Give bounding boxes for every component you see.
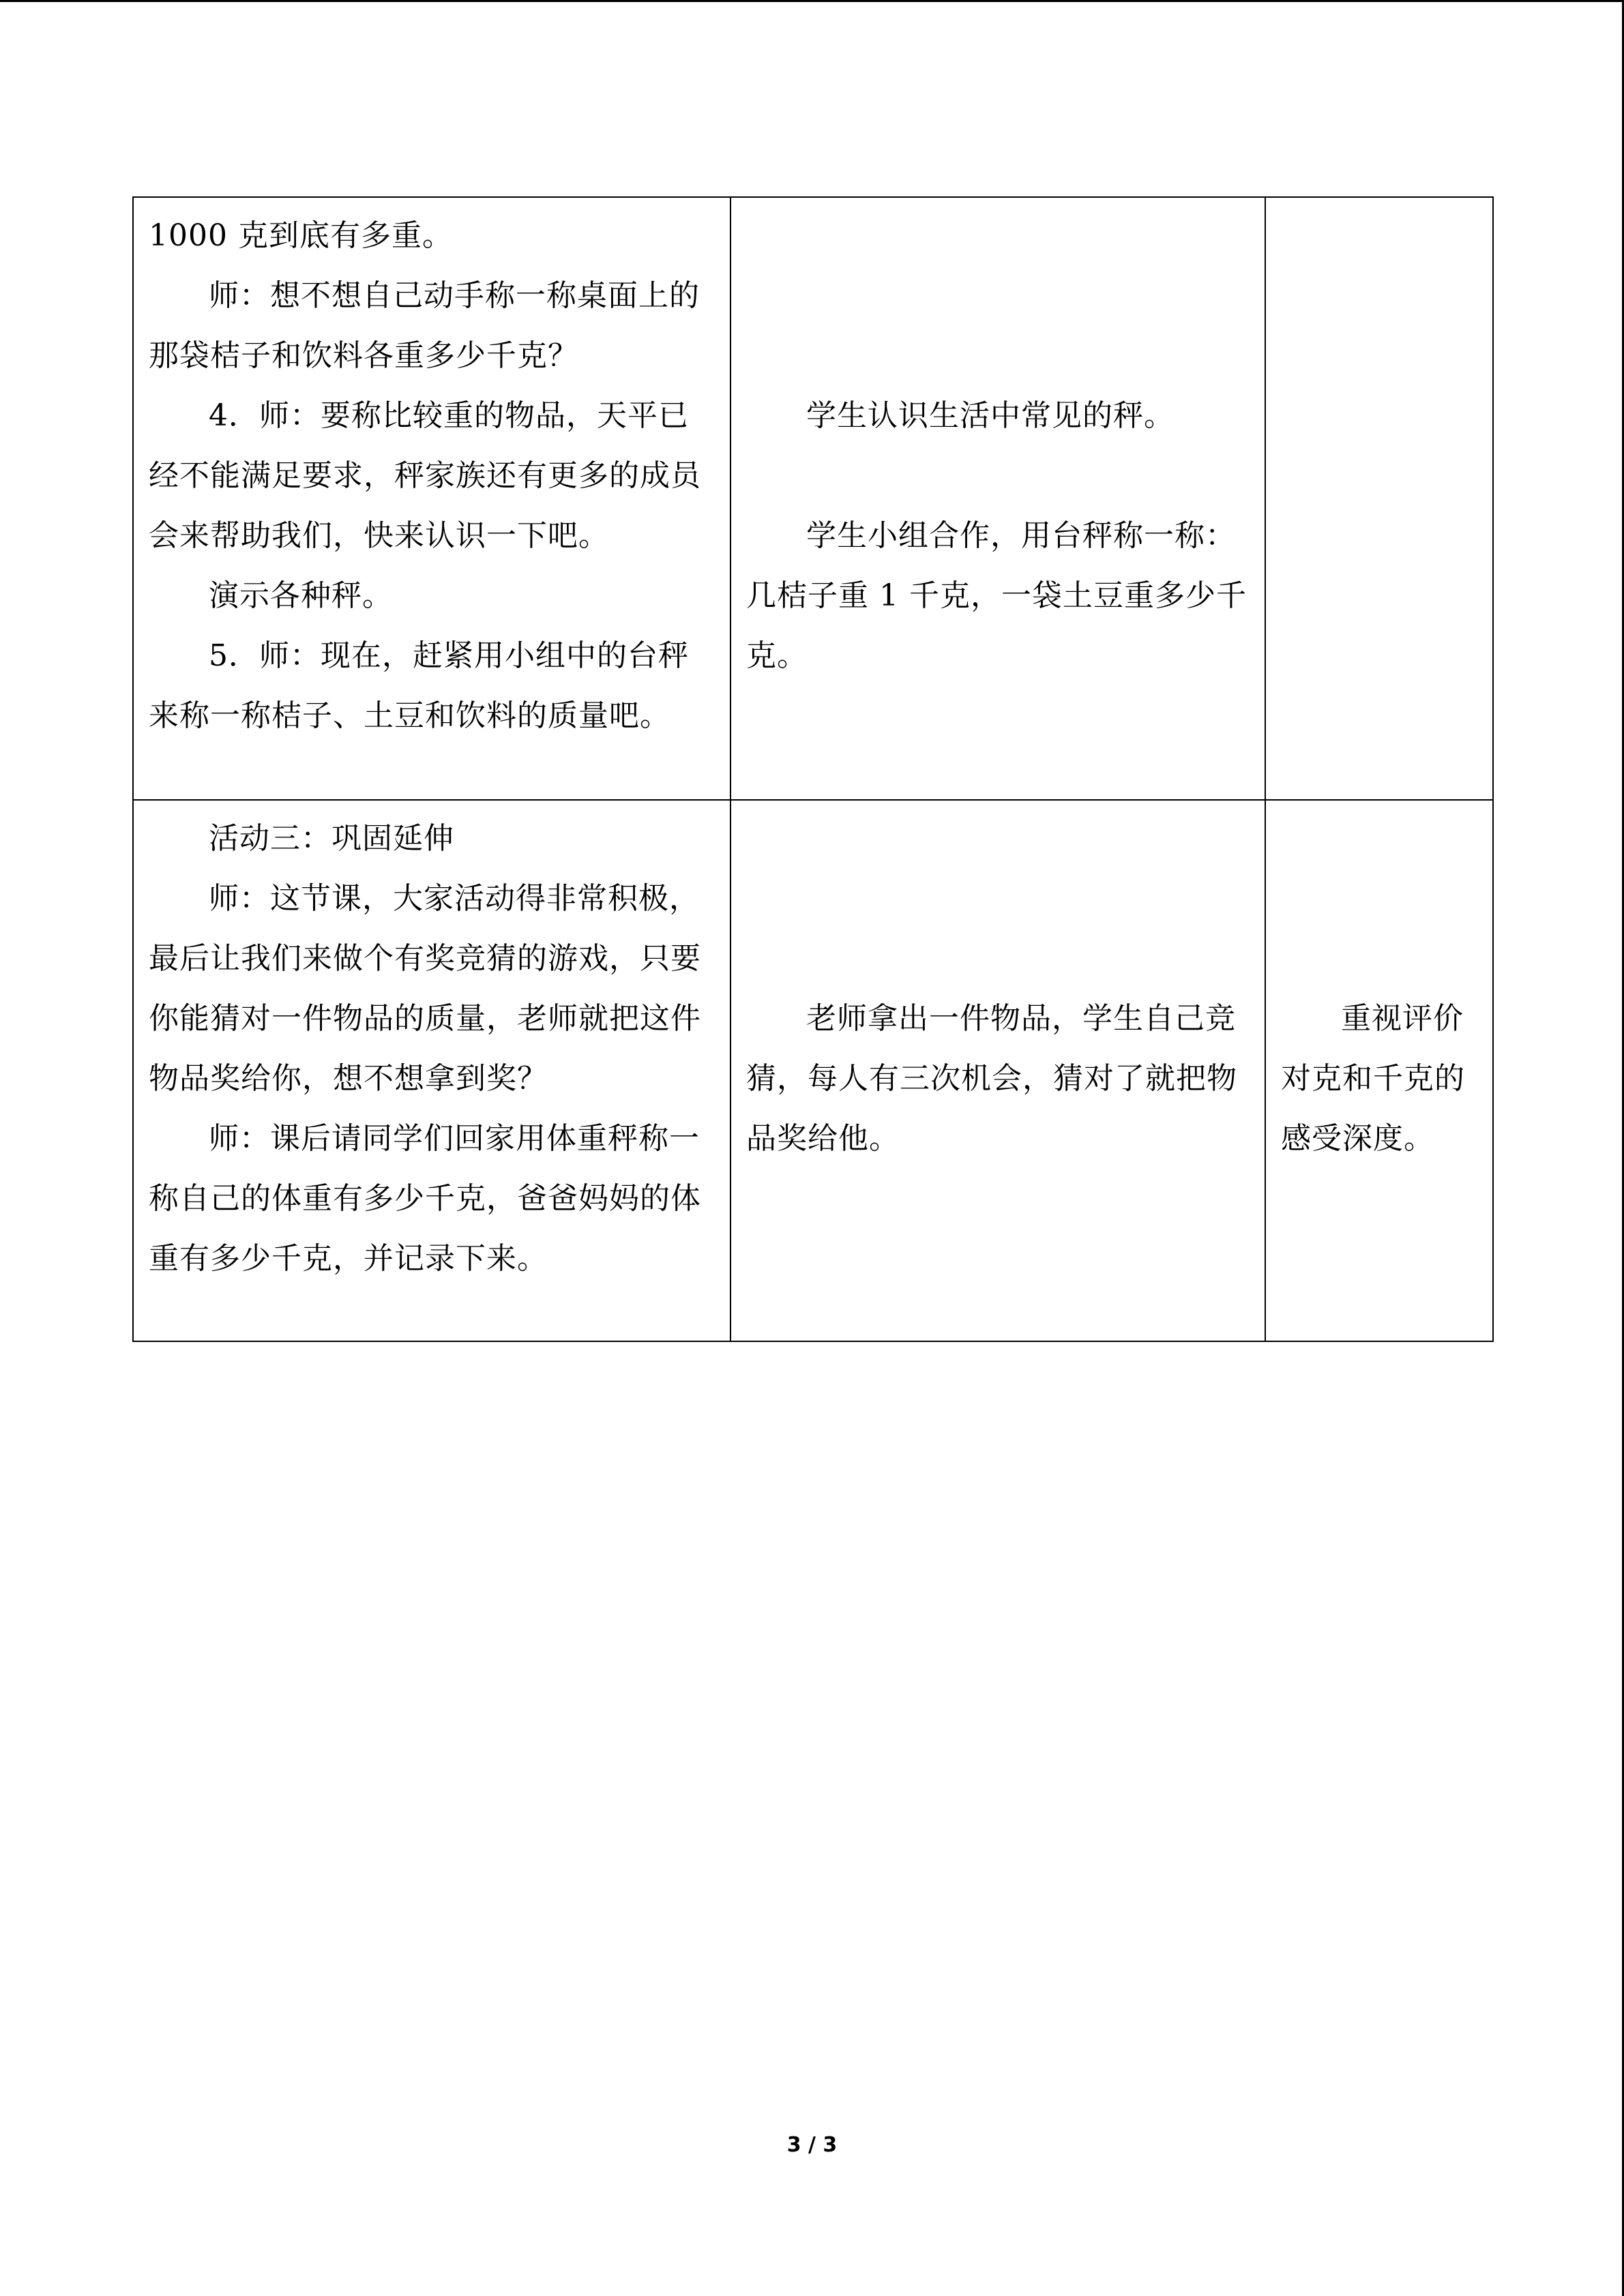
text-paragraph: 学生认识生活中常见的秤。 xyxy=(806,398,1175,433)
text-paragraph: 师：想不想自己动手称一称桌面上的那袋桔子和饮料各重多少千克？ xyxy=(149,278,700,373)
text-paragraph: 5．师：现在，赶紧用小组中的台秤来称一称桔子、土豆和饮料的质量吧。 xyxy=(149,638,689,733)
text-paragraph: 演示各种秤。 xyxy=(209,578,393,613)
text-line: 1000 克到底有多重。 xyxy=(149,218,453,253)
teacher-activity-cell xyxy=(133,197,730,800)
teacher-activity-cell xyxy=(133,800,730,1341)
design-intent-cell xyxy=(1265,197,1493,800)
design-intent-cell xyxy=(1265,800,1493,1341)
student-activity-cell xyxy=(730,800,1265,1341)
text-paragraph: 学生小组合作，用台秤称一称：几桔子重 1 千克，一袋土豆重多少千克。 xyxy=(746,518,1247,673)
text-paragraph: 师：课后请同学们回家用体重秤称一称自己的体重有多少千克，爸爸妈妈的体重有多少千克，并记录下来。 xyxy=(149,1121,701,1276)
table-row xyxy=(133,197,1493,800)
page-number: 3 / 3 xyxy=(786,2133,838,2157)
text-paragraph: 4．师：要称比较重的物品，天平已经不能满足要求，秤家族还有更多的成员会来帮助我们，快来认识一下吧。 xyxy=(149,398,701,553)
text-paragraph: 重视评价对克和千克的感受深度。 xyxy=(1281,1001,1465,1156)
student-activity-cell xyxy=(730,197,1265,800)
text-paragraph: 师：这节课，大家活动得非常积极，最后让我们来做个有奖竞猜的游戏，只要你能猜对一件物品的质量，老师就把这件物品奖给你，想不想拿到奖？ xyxy=(149,881,701,1096)
table-row xyxy=(133,800,1493,1341)
activity-heading: 活动三：巩固延伸 xyxy=(209,821,454,856)
text-paragraph: 老师拿出一件物品，学生自己竞猜，每人有三次机会，猜对了就把物品奖给他。 xyxy=(746,1001,1237,1156)
page-border-top xyxy=(0,0,1624,2)
lesson-plan-table xyxy=(132,196,1494,1342)
